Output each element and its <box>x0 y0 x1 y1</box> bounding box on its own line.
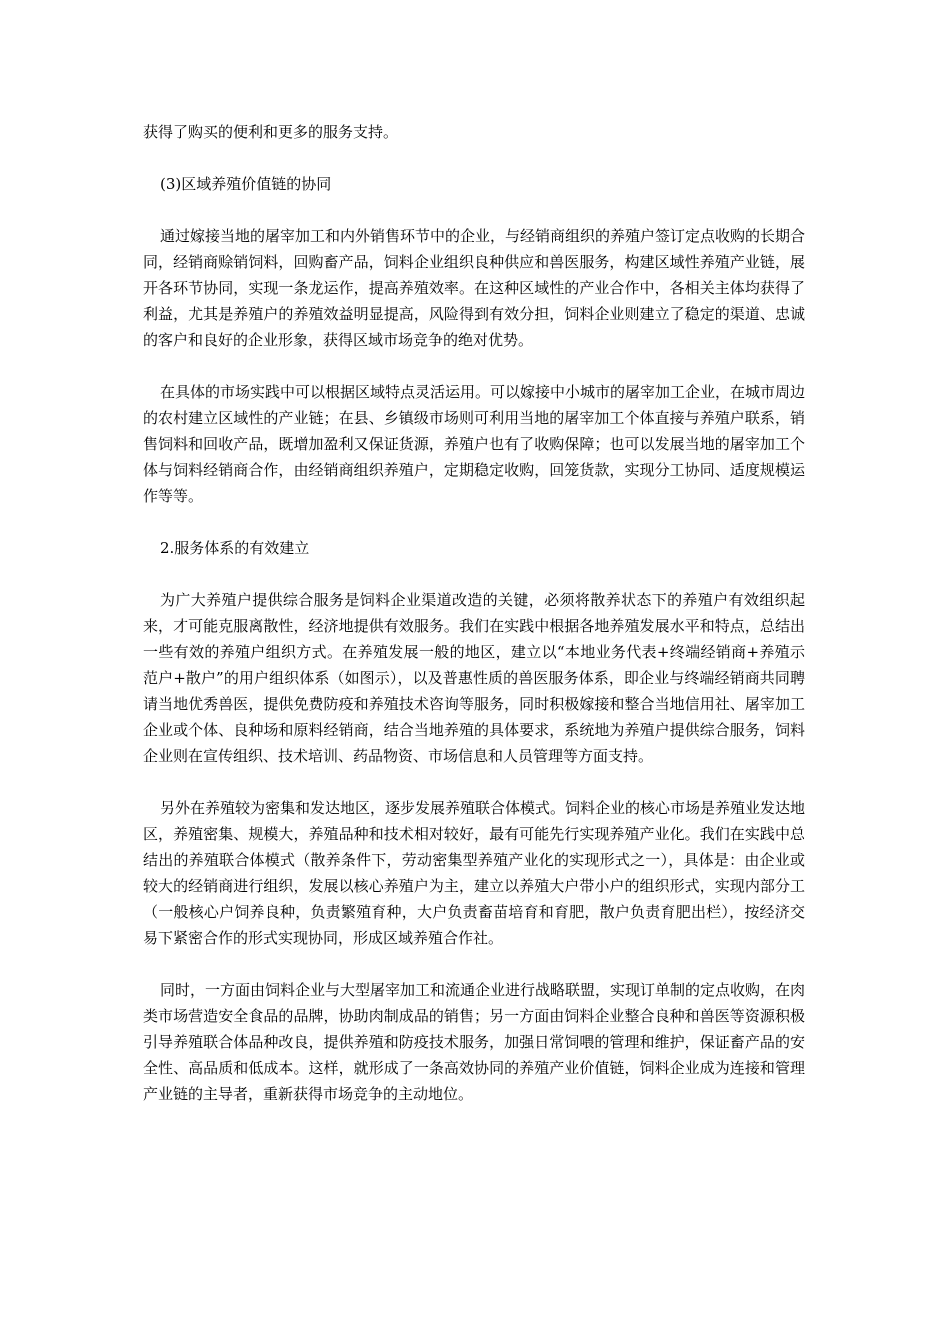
paragraph: 在具体的市场实践中可以根据区域特点灵活运用。可以嫁接中小城市的屠宰加工企业，在城市周边的农村建立区域性的产业链；在县、乡镇级市场则可利用当地的屠宰加工个体直接与养殖户联系，销售饲料和回收产品，既增加盈利又保证货源，养殖户也有了收购保障；也可以发展当地的屠宰加工个体与饲料经销商合作，由经销商组织养殖户，定期稳定收购，回笼货款，实现分工协同、适度规模运作等等。 <box>143 383 806 505</box>
paragraph: 同时，一方面由饲料企业与大型屠宰加工和流通企业进行战略联盟，实现订单制的定点收购，在肉类市场营造安全食品的品牌，协助肉制成品的销售；另一方面由饲料企业整合良种和兽医等资源积极引导养殖联合体品种改良，提供养殖和防疫技术服务，加强日常饲喂的管理和维护，保证畜产品的安全性、高品质和低成本。这样，就形成了一条高效协同的养殖产业价值链，饲料企业成为连接和管理产业链的主导者，重新获得市场竞争的主动地位。 <box>143 981 806 1103</box>
section-heading-service-system: 2.服务体系的有效建立 <box>160 539 310 557</box>
section-heading-regional-value-chain: (3)区域养殖价值链的协同 <box>160 175 332 193</box>
paragraph: 为广大养殖户提供综合服务是饲料企业渠道改造的关键，必须将散养状态下的养殖户有效组织起来，才可能克服离散性，经济地提供有效服务。我们在实践中根据各地养殖发展水平和特点，总结出一些有效的养殖户组织方式。在养殖发展一般的地区，建立以“本地业务代表+终端经销商+养殖示范户+散户”的用户组织体系（如图示），以及普惠性质的兽医服务体系，即企业与终端经销商共同聘请当地优秀兽医，提供免费防疫和养殖技术咨询等服务，同时积极嫁接和整合当地信用社、屠宰加工企业或个体、良种场和原料经销商，结合当地养殖的具体要求，系统地为养殖户提供综合服务，饲料企业则在宣传组织、技术培训、药品物资、市场信息和人员管理等方面支持。 <box>143 591 805 765</box>
paragraph-continuation: 获得了购买的便利和更多的服务支持。 <box>143 123 399 141</box>
paragraph: 通过嫁接当地的屠宰加工和内外销售环节中的企业，与经销商组织的养殖户签订定点收购的长期合同，经销商赊销饲料，回购畜产品，饲料企业组织良种供应和兽医服务，构建区域性养殖产业链，展开各环节协同，实现一条龙运作，提高养殖效率。在这种区域性的产业合作中，各相关主体均获得了利益，尤其是养殖户的养殖效益明显提高，风险得到有效分担，饲料企业则建立了稳定的渠道、忠诚的客户和良好的企业形象，获得区域市场竞争的绝对优势。 <box>143 227 806 349</box>
document-body <box>143 119 805 1107</box>
paragraph: 另外在养殖较为密集和发达地区，逐步发展养殖联合体模式。饲料企业的核心市场是养殖业发达地区，养殖密集、规模大，养殖品种和技术相对较好，最有可能先行实现养殖产业化。我们在实践中总结出的养殖联合体模式（散养条件下，劳动密集型养殖产业化的实现形式之一），具体是：由企业或较大的经销商进行组织，发展以核心养殖户为主，建立以养殖大户带小户的组织形式，实现内部分工（一般核心户饲养良种，负责繁殖育种，大户负责畜苗培育和育肥，散户负责育肥出栏），按经济交易下紧密合作的形式实现协同，形成区域养殖合作社。 <box>143 799 806 947</box>
